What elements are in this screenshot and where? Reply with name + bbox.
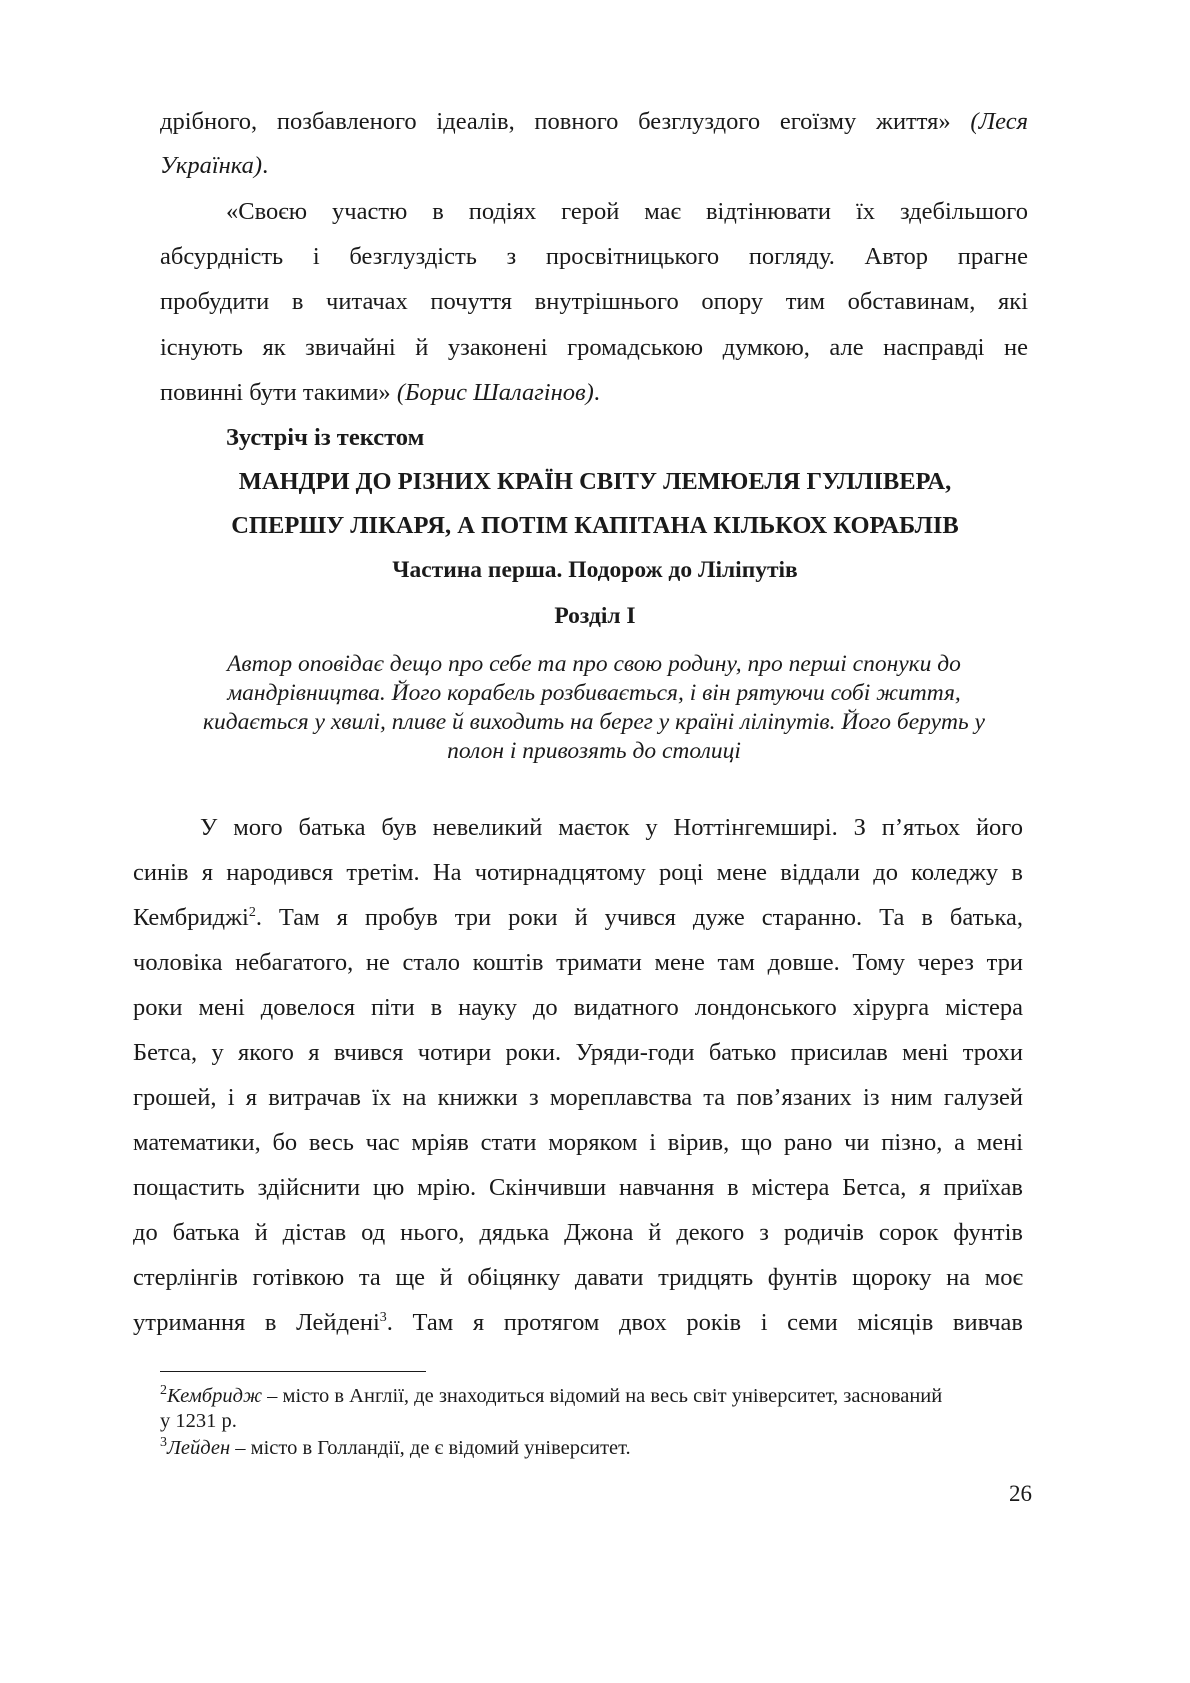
intro-author-second: Українка) [160, 152, 263, 179]
section-label: Зустріч із текстом [226, 424, 425, 451]
body-line-3 [133, 904, 1023, 932]
body-line-2: синів я народився третім. На чотирнадцятому році мене віддали до коледжу в [133, 859, 1023, 886]
summary-line-3: кидається у хвилі, пливе й виходить на берег у країні ліліпутів. Його беруть у [203, 709, 985, 735]
footnote-3 [160, 1437, 631, 1460]
body-line-9: пощастить здійснити цю мрію. Скінчивши навчання в містера Бетса, я приїхав [133, 1174, 1023, 1201]
body-leiden: утримання в Лейдені [133, 1309, 380, 1336]
body-line-11: стерлінгів готівкою та ще й обіцянку давати тридцять фунтів щороку на моє [133, 1264, 1023, 1291]
chapter-title: Розділ І [554, 603, 636, 629]
footnote-2-text: – місто в Англії, де знаходиться відомий на весь світ університет, заснований [262, 1385, 943, 1407]
body-line-12-rest: . Там я протягом двох років і семи місяців вивчав [386, 1309, 1023, 1336]
quote-line-3: пробудити в читачах почуття внутрішнього опору тим обставинам, які [160, 288, 1028, 315]
body-line-1: У мого батька був невеликий маєток у Ноттінгемширі. З п’ятьох його [200, 814, 1023, 841]
body-line-4: чоловіка небагатого, не стало коштів тримати мене там довше. Тому через три [133, 949, 1023, 976]
quote-line-2: абсурдність і безглуздість з просвітницького погляду. Автор прагне [160, 243, 1028, 270]
page-number: 26 [1009, 1481, 1032, 1506]
footnote-2-mark: 2 [160, 1383, 167, 1399]
summary-line-1: Автор оповідає дещо про себе та про свою родину, про перші спонуки до [227, 651, 961, 677]
intro-line-1 [160, 108, 1028, 136]
part-title: Частина перша. Подорож до Ліліпутів [392, 557, 798, 583]
quote-line-1: «Своєю участю в подіях герой має відтінювати їх здебільшого [226, 198, 1028, 225]
body-line-8: математики, бо весь час мріяв стати моряком і вірив, що рано чи пізно, а мені [133, 1129, 1023, 1156]
intro-author-first: (Леся [970, 108, 1028, 135]
intro-text: дрібного, позбавленого ідеалів, повного безглуздого егоїзму життя» [160, 108, 951, 135]
body-line-6: Бетса, у якого я вчився чотири роки. Уряди-годи батько присилав мені трохи [133, 1039, 1023, 1066]
footnote-separator [160, 1371, 426, 1372]
footnote-2 [160, 1385, 942, 1408]
footnote-3-text: – місто в Голландії, де є відомий університет. [230, 1437, 631, 1459]
footnote-2-term: Кембридж [167, 1385, 263, 1407]
body-line-7: грошей, і я витрачав їх на книжки з мореплавства та пов’язаних із ним галузей [133, 1084, 1023, 1111]
body-line-3-rest: . Там я пробув три роки й учився дуже старанно. Та в батька, [255, 904, 1023, 931]
quote-period: . [593, 379, 600, 406]
footnote-2-line-2: у 1231 р. [160, 1410, 237, 1432]
chapter-summary [160, 650, 1028, 766]
summary-line-2: мандрівництва. Його корабель розбивається, і він рятуючи собі життя, [227, 680, 961, 706]
intro-line-2 [160, 152, 268, 180]
quote-author: (Борис Шалагінов) [396, 379, 594, 406]
body-line-5: роки мені довелося піти в науку до видатного лондонського хірурга містера [133, 994, 1023, 1021]
footnote-3-mark: 3 [160, 1435, 167, 1451]
summary-line-4: полон і привозять до столиці [447, 738, 741, 764]
quote-line-4: існують як звичайні й узаконені громадською думкою, але насправді не [160, 334, 1028, 361]
body-line-12 [133, 1309, 1023, 1337]
footnote-ref-3[interactable]: 3 [379, 1309, 387, 1325]
quote-last-text: повинні бути такими» [160, 379, 391, 406]
footnote-3-term: Лейден [167, 1437, 231, 1459]
body-line-10: до батька й дістав од нього, дядька Джона й декого з родичів сорок фунтів [133, 1219, 1023, 1246]
quote-line-5 [160, 379, 600, 407]
body-cambridge: Кембриджі [133, 904, 249, 931]
footnote-ref-2[interactable]: 2 [248, 904, 256, 920]
intro-period: . [262, 152, 269, 179]
title-line-1: МАНДРИ ДО РІЗНИХ КРАЇН СВІТУ ЛЕМЮЕЛЯ ГУЛЛІВЕРА, [238, 468, 952, 495]
title-line-2: СПЕРШУ ЛІКАРЯ, А ПОТІМ КАПІТАНА КІЛЬКОХ КОРАБЛІВ [231, 512, 959, 539]
